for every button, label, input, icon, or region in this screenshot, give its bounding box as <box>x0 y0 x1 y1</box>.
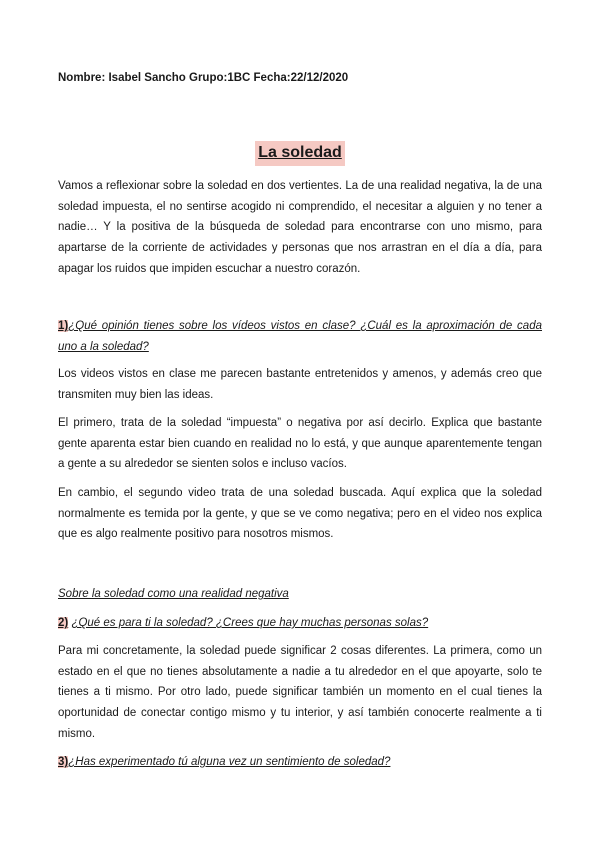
answer-2-paragraph: Para mi concretamente, la soledad puede significar 2 cosas diferentes. La primera, como un estado en el que no tienes absolutamente a nadie a tu alrededor en el que apoyarte, solo te tienes a ti mismo. Por otro lado, puede significar también un momento en el cual tienes la oportunidad de conectar contigo mismo y tu interior, y así también conocerte realmente a ti mismo. <box>58 645 542 740</box>
question-3-text: ¿Has experimentado tú alguna vez un sentimiento de soledad? <box>68 756 391 768</box>
document-title: La soledad <box>255 141 345 166</box>
question-1 <box>58 316 542 357</box>
question-2-number: 2) <box>58 617 69 629</box>
intro-paragraph: Vamos a reflexionar sobre la soledad en dos vertientes. La de una realidad negativa, la de una soledad impuesta, el no sentirse acogido ni comprendido, el necesitar a alguien y no tener a nadie… Y la positiva de la búsqueda de soledad para encontrarse con uno mismo, para apartarse de la corriente de actividades y personas que nos arrastran en el día a día, para apagar los ruidos que impiden escuchar a nuestro corazón. <box>58 180 542 275</box>
question-3-number: 3) <box>58 756 69 768</box>
title-container <box>0 141 600 166</box>
question-3 <box>58 752 542 773</box>
answer-1-paragraph-1: Los videos vistos en clase me parecen bastante entretenidos y amenos, y además creo que transmiten muy bien las ideas. <box>58 368 542 401</box>
question-1-text: ¿Qué opinión tienes sobre los vídeos vistos en clase? ¿Cuál es la aproximación de cada uno a la soledad? <box>58 320 542 353</box>
answer-1-paragraph-3: En cambio, el segundo video trata de una soledad buscada. Aquí explica que la soledad normalmente es temida por la gente, y que se ve como negativa; pero en el video nos explica que es algo realmente positivo para nosotros mismos. <box>58 487 542 541</box>
question-1-number: 1) <box>58 320 69 332</box>
student-info-header: Nombre: Isabel Sancho Grupo:1BC Fecha:22/12/2020 <box>58 72 349 84</box>
answer-1-paragraph-2: El primero, trata de la soledad “impuesta” o negativa por así decirlo. Explica que bastante gente aparenta estar bien cuando en realidad no lo está, y que aunque aparentemente tengan a gente a su alrededor se sienten solos e incluso vacíos. <box>58 417 542 471</box>
question-2 <box>58 613 542 634</box>
section-label: Sobre la soledad como una realidad negativa <box>58 588 289 600</box>
question-2-text: ¿Qué es para ti la soledad? ¿Crees que hay muchas personas solas? <box>71 617 429 629</box>
